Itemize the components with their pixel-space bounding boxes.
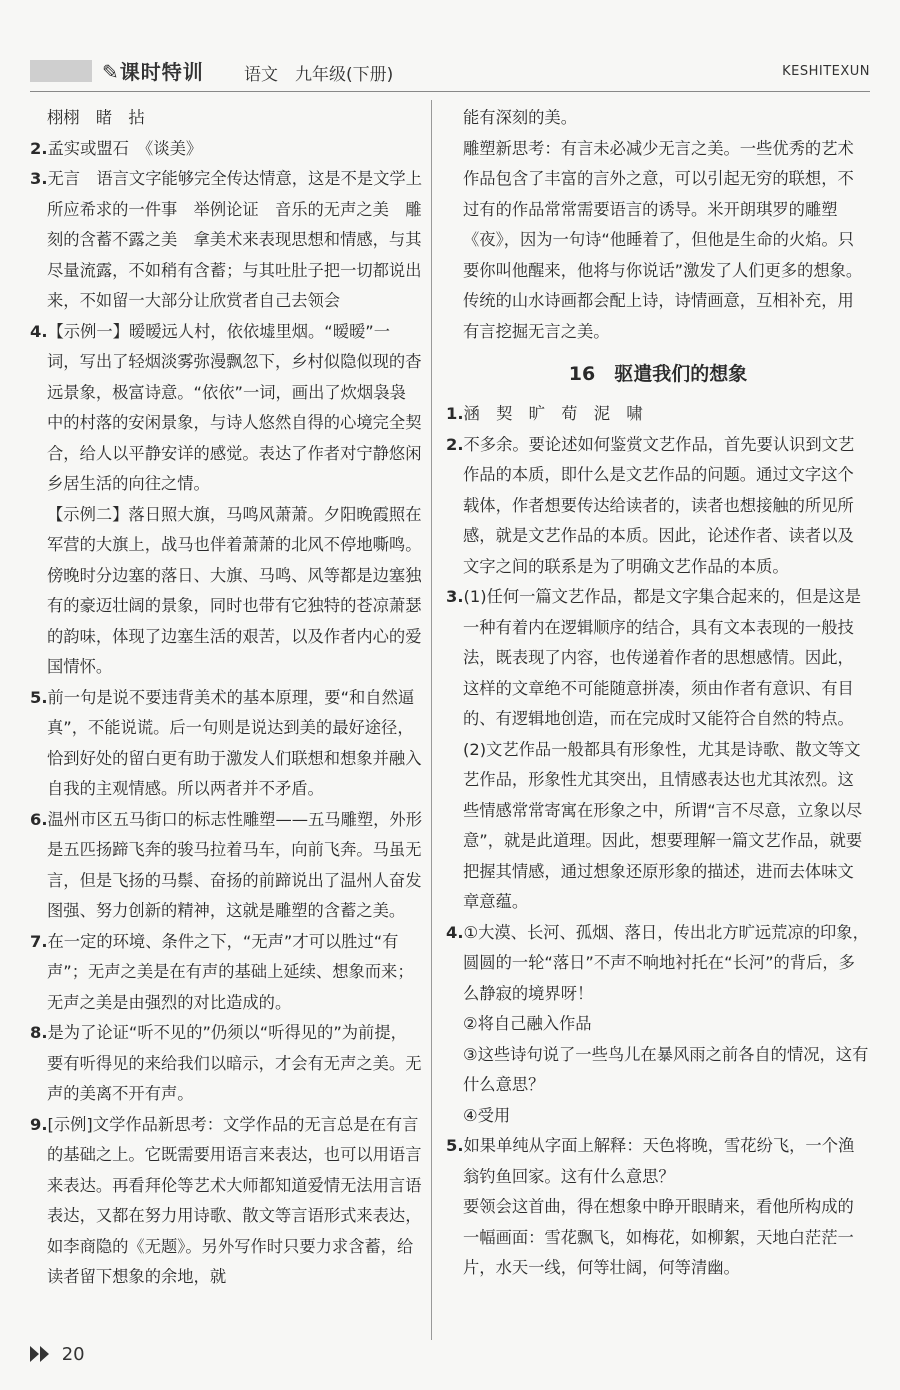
answer-item	[30, 103, 422, 134]
answer-item	[30, 1018, 422, 1110]
subject-label: 语文 九年级(下册)	[244, 65, 394, 85]
column-divider	[431, 100, 432, 1340]
answer-item	[446, 1040, 870, 1101]
item-text: 如果单纯从字面上解释：天色将晚，雪花纷飞，一个渔翁钓鱼回家。这有什么意思？	[463, 1136, 855, 1186]
answer-item	[30, 805, 422, 927]
answer-item	[30, 317, 422, 500]
answer-item	[446, 918, 870, 1010]
right-column	[446, 103, 870, 1284]
item-number: 6.	[30, 809, 48, 829]
right-bottom-answers	[446, 399, 870, 1284]
answer-item	[30, 134, 422, 165]
answer-item	[446, 103, 870, 134]
answer-item	[30, 927, 422, 1019]
answer-item	[446, 430, 870, 583]
answer-item	[446, 582, 870, 735]
book-logo: ✎课时特训	[102, 60, 204, 84]
answer-item	[446, 1192, 870, 1284]
answer-item	[446, 735, 870, 918]
item-text: 【示例一】暧暧远人村，依依墟里烟。“暧暧”一词，写出了轻烟淡雾弥漫飘忽下，乡村似隐似现的杳远景象，极富诗意。“依依”一词，画出了炊烟袅袅中的村落的安闲景象，与诗人悠然自得的心境完全契合，给人以平静安详的感觉。表达了作者对宁静悠闲乡居生活的向往之情。	[47, 321, 422, 493]
item-text: 无言 语言文字能够完全传达情意，这是不是文学上所应希求的一件事 举例论证 音乐的无声之美 雕刻的含蓄不露之美 拿美术来表现思想和情感，与其尽量流露，不如稍有含蓄；与其吐肚子把一切都说出来，不如留一大部分让欣赏者自己去领会	[47, 169, 422, 310]
answer-item	[30, 164, 422, 317]
item-text: ④受用	[463, 1105, 511, 1125]
item-text: 能有深刻的美。	[463, 108, 577, 127]
arrow-icon	[30, 1346, 39, 1362]
header-rule	[30, 91, 870, 92]
right-top-answers	[446, 103, 870, 347]
brand-label: KESHITEXUN	[782, 64, 870, 79]
item-number: 7.	[30, 931, 48, 951]
arrow-icon	[40, 1346, 49, 1362]
item-text: ③这些诗句说了一些鸟儿在暴风雨之前各自的情况，这有什么意思？	[463, 1044, 869, 1094]
item-number: 3.	[446, 587, 464, 606]
item-number: 4.	[30, 321, 48, 341]
item-number: 8.	[30, 1023, 48, 1042]
answer-item	[446, 1131, 870, 1192]
answer-item	[446, 134, 870, 348]
page-number: 20	[61, 1343, 85, 1365]
item-number: 4.	[446, 922, 464, 942]
item-text: (2)文艺作品一般都具有形象性，尤其是诗歌、散文等文艺作品，形象性尤其突出，且情感表达也尤其浓烈。这些情感常常寄寓在形象之中，所谓“言不尽意，立象以尽意”，就是此道理。因此，想要理解一篇文艺作品，就要把握其情感，通过想象还原形象的描述，进而去体味文章意蕴。	[463, 739, 863, 911]
item-text: ②将自己融入作品	[463, 1014, 592, 1033]
item-text: [示例]文学作品新思考：文学作品的无言总是在有言的基础之上。它既需要用语言来表达，也可以用语言来表达。再看拜伦等艺术大师都知道爱情无法用言语表达，又都在努力用诗歌、散文等言语形式来表达，如李商隐的《无题》。另外写作时只要力求含蓄，给读者留下想象的余地，就	[47, 1114, 422, 1286]
pencil-icon: ✎	[102, 60, 120, 84]
left-column	[30, 103, 422, 1293]
item-text: 在一定的环境、条件之下，“无声”才可以胜过“有声”；无声之美是在有声的基础上延续、想象而来；无声之美是由强烈的对比造成的。	[47, 931, 414, 1012]
answer-item	[446, 1101, 870, 1132]
item-number: 1.	[446, 404, 464, 423]
item-text: 是为了论证“听不见的”仍须以“听得见的”为前提，要有听得见的来给我们以暗示，才会有无声之美。无声的美离不开有声。	[47, 1023, 422, 1103]
item-number: 5.	[30, 687, 48, 707]
header-bar	[30, 60, 92, 82]
item-text: 栩栩 睹 拈	[47, 108, 145, 127]
item-text: 温州市区五马街口的标志性雕塑——五马雕塑，外形是五匹扬蹄飞奔的骏马拉着马车，向前飞奔。马虽无言，但是飞扬的马鬃、奋扬的前蹄说出了温州人奋发图强、努力创新的精神，这就是雕塑的含蓄之美。	[47, 809, 422, 920]
item-text: 前一句是说不要违背美术的基本原理，要“和自然逼真”，不能说谎。后一句则是说达到美的最好途径，恰到好处的留白更有助于激发人们联想和想象并融入自我的主观情感。所以两者并不矛盾。	[47, 687, 422, 798]
page-footer	[30, 1343, 85, 1365]
page-header	[30, 56, 870, 88]
item-number: 2.	[446, 434, 464, 454]
item-text: 要领会这首曲，得在想象中睁开眼睛来，看他所构成的一幅画面：雪花飘飞，如梅花，如柳絮，天地白茫茫一片，水天一线，何等壮阔，何等清幽。	[463, 1197, 854, 1277]
answer-item	[30, 500, 422, 683]
answer-item	[30, 683, 422, 805]
answer-item	[30, 1110, 422, 1293]
item-text: (1)任何一篇文艺作品，都是文字集合起来的，但是这是一种有着内在逻辑顺序的结合，具有文本表现的一般技法，既表现了内容，也传递着作者的思想感情。因此，这样的文章绝不可能随意拼凑，须由作者有意识、有目的、有逻辑地创造，而在完成时又能符合自然的特点。	[463, 587, 862, 728]
item-number: 9.	[30, 1114, 48, 1134]
item-number: 2.	[30, 138, 48, 158]
item-text: 孟实或盟石 《谈美》	[47, 138, 203, 158]
answer-item	[446, 1009, 870, 1040]
item-text: 不多余。要论述如何鉴赏文艺作品，首先要认识到文艺作品的本质，即什么是文艺作品的问题。通过文字这个载体，作者想要传达给读者的，读者也想接触的所见所感，就是文艺作品的本质。因此，论述作者、读者以及文字之间的联系是为了明确文艺作品的本质。	[463, 434, 855, 576]
item-number: 5.	[446, 1136, 464, 1155]
item-number: 3.	[30, 169, 48, 188]
item-text: ①大漠、长河、孤烟、落日，传出北方旷远荒凉的印象，圆圆的一轮“落日”不声不响地衬托在“长河”的背后，多么静寂的境界呀！	[463, 922, 869, 1003]
section-title: 16 驱遣我们的想象	[568, 363, 748, 385]
item-text: 涵 契 旷 荀 泥 啸	[463, 404, 643, 423]
item-text: 【示例二】落日照大旗，马鸣风萧萧。夕阳晚霞照在军营的大旗上，战马也伴着萧萧的北风不停地嘶鸣。傍晚时分边塞的落日、大旗、马鸣、风等都是边塞独有的豪迈壮阔的景象，同时也带有它独特的苍凉萧瑟的韵味，体现了边塞生活的艰苦，以及作者内心的爱国情怀。	[47, 504, 422, 676]
answer-item	[446, 399, 870, 430]
item-text: 雕塑新思考：有言未必减少无言之美。一些优秀的艺术作品包含了丰富的言外之意，可以引起无穷的联想，不过有的作品常常需要语言的诱导。米开朗琪罗的雕塑《夜》，因为一句诗“他睡着了，但他是生命的火焰。只要你叫他醒来，他将与你说话”激发了人们更多的想象。传统的山水诗画都会配上诗，诗情画意，互相补充，用有言挖掘无言之美。	[463, 138, 863, 341]
